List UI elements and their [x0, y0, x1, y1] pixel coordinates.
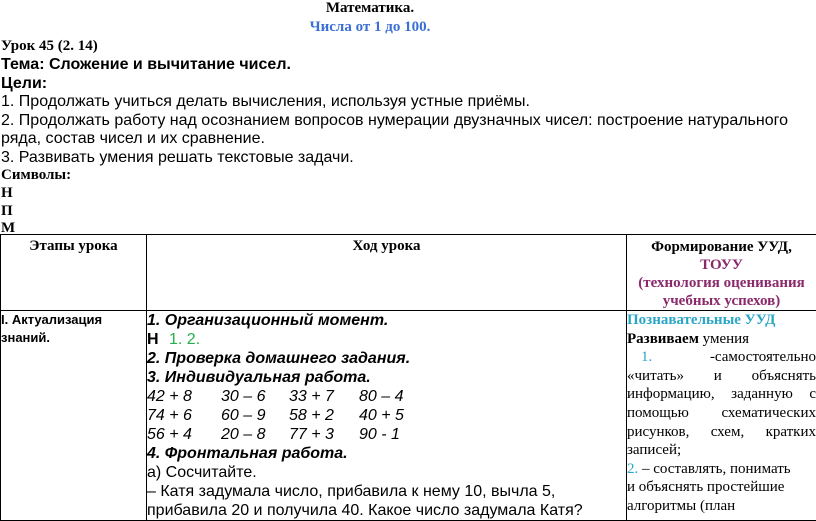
calc-expr: 42 + 8 — [147, 387, 221, 406]
frontal-work: 4. Фронтальная работа. — [147, 444, 626, 463]
header-progress — [147, 235, 627, 311]
calc-expr: 58 + 2 — [289, 406, 359, 425]
progress-cell — [147, 311, 627, 521]
stage-cell — [1, 311, 147, 521]
calc-expr: 80 – 4 — [359, 387, 403, 406]
p1-number: 1. — [641, 349, 652, 365]
calc-expr: 56 + 4 — [147, 425, 221, 444]
p1-line6: записей; — [627, 441, 816, 460]
task-text-2: прибавила 20 и получила 40. Какое число задумала Катя? — [147, 501, 626, 520]
n-row — [147, 330, 626, 349]
symbol-p: П — [1, 203, 13, 220]
calc-expr: 60 – 9 — [221, 406, 289, 425]
develop-bold: Развиваем — [627, 331, 699, 347]
goal-1: 1. Продолжать учиться делать вычисления, используя устные приёмы. — [1, 93, 530, 111]
n-values: 1. 2. — [169, 331, 200, 348]
lesson-table — [0, 234, 816, 521]
homework-check: 2. Проверка домашнего задания. — [147, 349, 626, 368]
p2-line1 — [627, 460, 816, 479]
p1-line4: помощью схематических — [627, 404, 816, 423]
calc-row-2 — [147, 406, 626, 425]
topic-title: Числа от 1 до 100. — [0, 19, 740, 36]
symbol-n: Н — [1, 185, 13, 202]
header-uud-line1: Формирование УУД, — [627, 235, 816, 256]
task-a: а) Сосчитайте. — [147, 463, 626, 482]
n-symbol: Н — [147, 331, 159, 348]
org-moment: 1. Организационный момент. — [147, 311, 626, 330]
p1-line5: рисунков, схем, кратких — [627, 423, 816, 442]
header-uud — [627, 235, 816, 311]
header-uud-toouu: ТОУУ — [627, 256, 816, 274]
calc-expr: 40 + 5 — [359, 406, 404, 425]
calc-expr: 20 – 8 — [221, 425, 289, 444]
uud-heading: Познавательные УУД — [627, 311, 816, 330]
p1-text: -самостоятельно — [710, 349, 816, 365]
calc-row-3 — [147, 425, 626, 444]
task-text-1: – Катя задумала число, прибавила к нему 10, вычла 5, — [147, 482, 626, 501]
goal-2: 2. Продолжать работу над осознанием вопросов нумерации двузначных чисел: построение натурального — [1, 112, 788, 130]
calc-expr: 90 - 1 — [359, 425, 400, 444]
p2-number: 2. — [627, 461, 638, 477]
calc-row-1 — [147, 387, 626, 406]
subject-title: Математика. — [0, 0, 740, 17]
p2-text: – составлять, понимать — [638, 461, 790, 477]
lesson-number: Урок 45 (2. 14) — [1, 38, 98, 55]
p2-line3: алгоритмы (план — [627, 497, 816, 516]
calc-expr: 77 + 3 — [289, 425, 359, 444]
develop-line — [627, 330, 816, 349]
header-stages-label: Этапы урока — [1, 235, 146, 255]
stage-line-1: I. Актуализация — [1, 311, 146, 329]
header-uud-tech: (технология оценивания — [627, 274, 816, 292]
header-progress-label: Ход урока — [147, 235, 626, 255]
uud-cell — [627, 311, 816, 521]
p1-line1 — [627, 348, 816, 367]
goal-3: 3. Развивать умения решать текстовые задачи. — [1, 149, 354, 167]
stage-line-2: знаний. — [1, 329, 146, 347]
symbols-label: Символы: — [1, 167, 71, 184]
table-row — [1, 311, 816, 521]
p1-line2: «читать» и объяснять — [627, 367, 816, 386]
calc-expr: 74 + 6 — [147, 406, 221, 425]
calc-expr: 33 + 7 — [289, 387, 359, 406]
individual-work: 3. Индивидуальная работа. — [147, 368, 626, 387]
develop-rest: умения — [699, 331, 749, 347]
p1-line3: информацию, заданную с — [627, 385, 816, 404]
lesson-theme: Тема: Сложение и вычитание чисел. — [1, 56, 291, 74]
goal-2-continued: ряда, состав чисел и их сравнение. — [1, 130, 265, 148]
header-uud-success: учебных успехов) — [627, 292, 816, 310]
header-stages — [1, 235, 147, 311]
goals-label: Цели: — [1, 75, 47, 93]
p2-line2: и объяснять простейшие — [627, 478, 816, 497]
calc-expr: 30 – 6 — [221, 387, 289, 406]
table-header-row — [1, 235, 816, 311]
symbol-m: М — [1, 220, 15, 237]
